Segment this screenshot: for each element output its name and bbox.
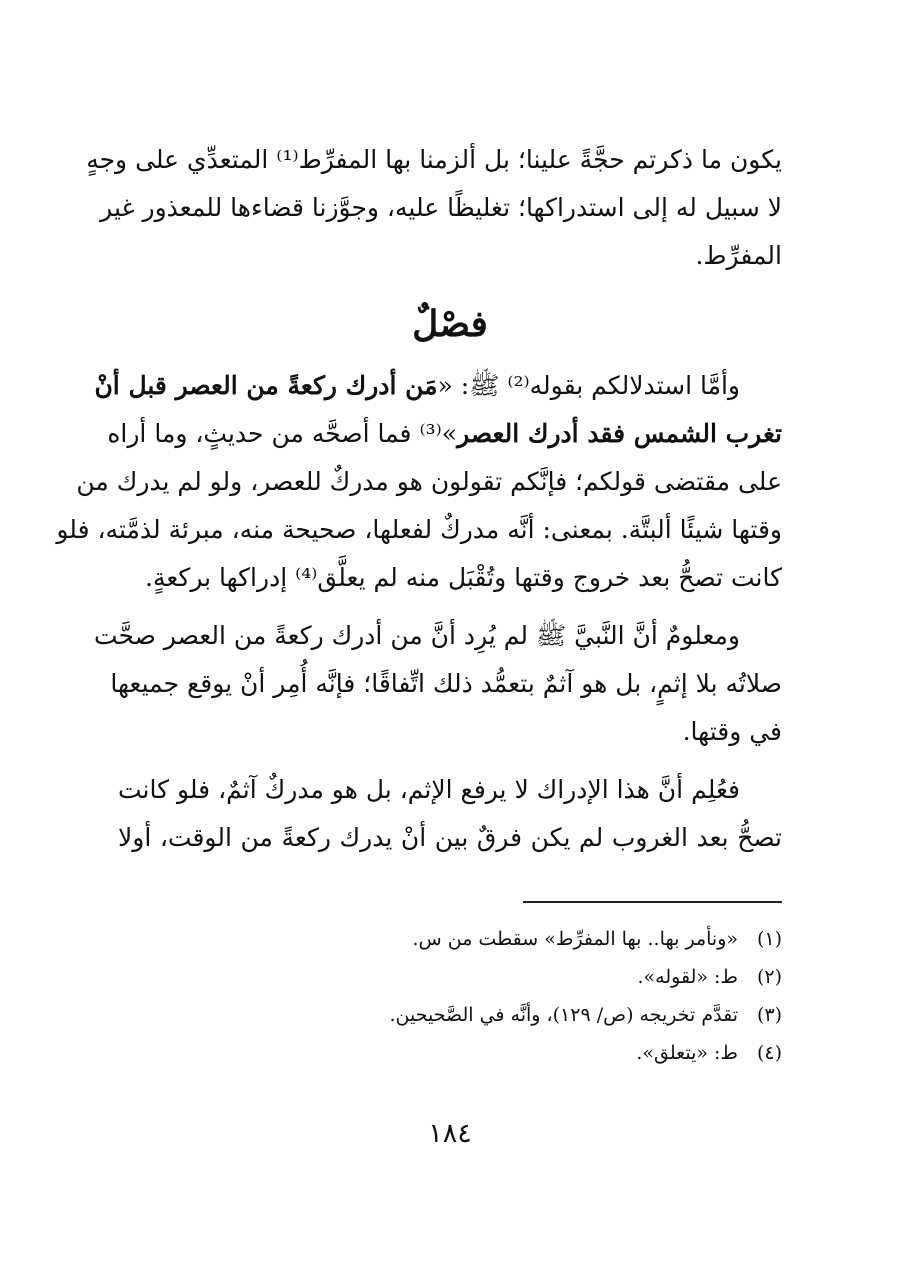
text-line	[94, 362, 782, 410]
text-line: ومعلومٌ أنَّ النَّبيَّ ﷺ لم يُرِد أنَّ من أدرك ركعةً من العصر صحَّت	[93, 621, 740, 650]
hadith-text: مَن أدرك ركعةً من العصر قبل أنْ	[94, 371, 438, 400]
text-line: لا سبيل له إلى استدراكها؛ تغليظًا عليه، وجوَّزنا قضاءها للمعذور غير	[100, 193, 782, 222]
footnotes	[118, 920, 782, 1072]
footnote-text: ط: «يتعلق».	[636, 1042, 738, 1064]
footnote	[118, 996, 782, 1034]
text-line: في وقتها.	[682, 717, 782, 746]
main-text-block	[56, 136, 782, 862]
text-line: على مقتضى قولكم؛ فإنَّكم تقولون هو مدركٌ للعصر، ولو لم يدرك من	[76, 467, 782, 496]
footnote-text: «ونأمر بها.. بها المفرِّط» سقطت من س.	[412, 928, 738, 950]
text-line: فعُلِم أنَّ هذا الإدراك لا يرفع الإثم، بل هو مدركٌ آثمٌ، فلو كانت	[118, 775, 740, 804]
text-line: المفرِّط.	[695, 241, 782, 270]
text-line: كانت تصحُّ بعد خروج وقتها وتُقْبَل منه لم يعلَّق⁽⁴⁾ إدراكها بركعةٍ.	[145, 563, 782, 592]
footnote	[118, 958, 782, 996]
text-run: وأمَّا استدلالكم بقوله⁽²⁾ ﷺ: «	[437, 371, 740, 400]
text-line	[107, 410, 782, 458]
footnote	[118, 1034, 782, 1072]
text-line: تصحُّ بعد الغروب لم يكن فرقٌ بين أنْ يدرك ركعةً من الوقت، أولا	[118, 823, 782, 852]
footnote-number: (٤)	[756, 1042, 782, 1064]
footnote	[118, 920, 782, 958]
footnote-number: (٢)	[756, 966, 782, 988]
paragraph-gap	[118, 602, 782, 612]
footnote-text: تقدَّم تخريجه (ص/ ١٢٩)، وأنَّه في الصَّحيحين.	[389, 1004, 738, 1026]
footnote-divider	[523, 901, 782, 903]
text-line: يكون ما ذكرتم حجَّةً علينا؛ بل ألزمنا بها المفرِّط⁽¹⁾ المتعدِّي على وجهٍ	[86, 145, 782, 174]
paragraph-gap	[118, 756, 782, 766]
section-heading: فصْلٌ	[412, 303, 488, 345]
footnote-text: ط: «لقوله».	[637, 966, 738, 988]
page-number: ١٨٤	[428, 1118, 472, 1149]
text-line: وقتها شيئًا ألبتَّة. بمعنى: أنَّه مدركٌ لفعلها، صحيحة منه، مبرئة لذمَّته، فلو	[56, 515, 782, 544]
hadith-text: تغرب الشمس فقد أدرك العصر	[457, 419, 782, 448]
text-line: صلاتُه بلا إثمٍ، بل هو آثمٌ بتعمُّد ذلك اتِّفاقًا؛ فإنَّه أُمِر أنْ يوقع جميعها	[110, 669, 782, 698]
footnote-number: (٣)	[756, 1004, 782, 1026]
text-run: »⁽³⁾ فما أصحَّه من حديثٍ، وما أراه	[107, 419, 458, 448]
footnote-number: (١)	[756, 928, 782, 950]
